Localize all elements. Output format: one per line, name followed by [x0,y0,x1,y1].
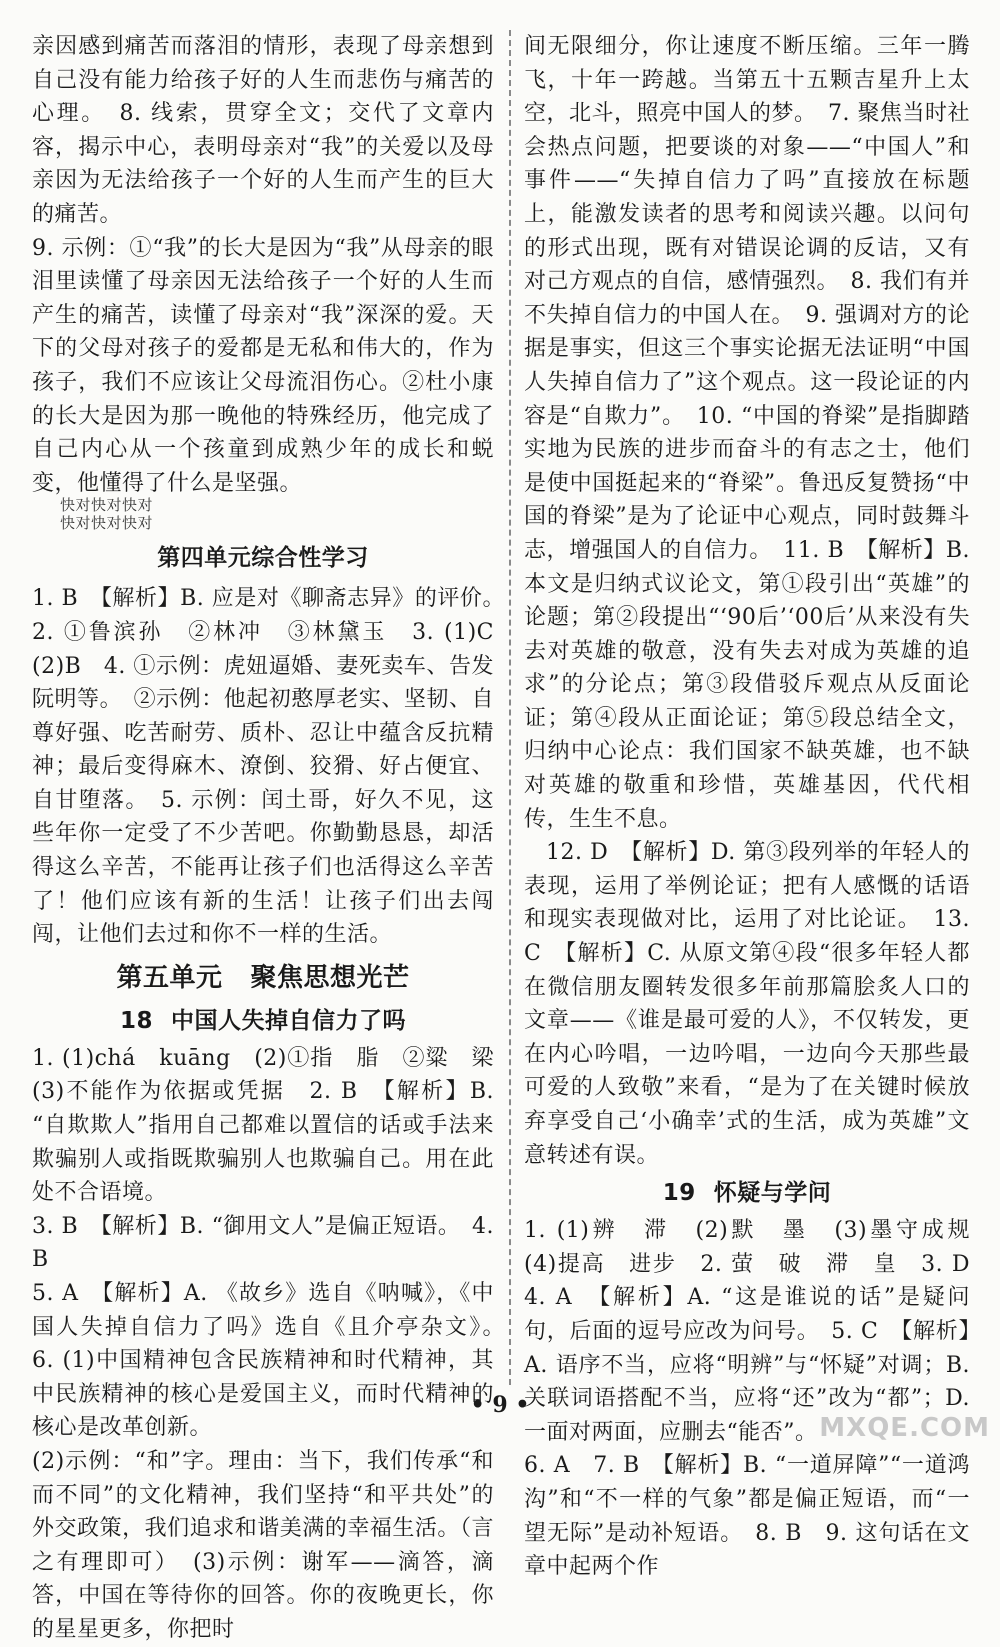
answer-paragraph: 亲因感到痛苦而落泪的情形，表现了母亲想到自己没有能力给孩子好的人生而悲伤与痛苦的心理。 8. 线索，贯穿全文；交代了文章内容，揭示中心，表明母亲对“我”的关爱以及母亲因为无法给孩子一个好的人生而产生的巨大的痛苦。 [32,34,494,227]
lesson-number: 18 [119,1007,153,1034]
lesson-heading-18 [32,1000,494,1042]
overlay-line: 快对快对快对 [60,496,154,515]
watermark-logo: MXQE.COM [819,1413,990,1443]
answer-paragraph: 1. (1)辨 滞 (2)默 墨 (3)墨守成规 (4)提高 进步 2. 萤 破 滞 皇 3. D 4. A 【解析】A. “这是谁说的话”是疑问句，后面的逗号应改为问号。 5. C 【解析】A. 语序不当，应将“明辨”与“怀疑”对调；B. 关联词语搭配不当，应将“还”改为“都”；D. 一面对两面，应删去“能否”。 [524,1218,993,1445]
overlay-line: 快对快对快对 [60,514,154,533]
answer-paragraph: 1. (1)chá kuāng (2)①指 脂 ②粱 梁 (3)不能作为依据或凭据 2. B 【解析】B. “自欺欺人”指用自己都难以置信的话或手法来欺骗别人或指既欺骗别人也欺骗自己。用在此处不合语境。 [32,1045,517,1206]
answer-paragraph: 间无限细分，你让速度不断压缩。三年一腾飞，十年一跨越。当第五十五颗吉星升上太空，北斗，照亮中国人的梦。 7. 聚焦当时社会热点问题，把要谈的对象——“中国人”和事件——“失掉自信力了吗”直接放在标题上，能激发读者的思考和阅读兴趣。以问句的形式出现，既有对错误论调的反诘，又有对己方观点的自信，感情强烈。 8. 我们有并不失掉自信力的中国人在。 9. 强调对方的论据是事实，但这三个事实论据无法证明“中国人失掉自信力了”这个观点。这一段论证的内容是“自欺力”。 10. “中国的脊梁”是指脚踏实地为民族的进步而奋斗的有志之士，他们是使中国挺起来的“脊梁”。鲁迅反复赞扬“中国的脊梁”是为了论证中心观点，同时鼓舞斗志，增强国人的自信力。 11. B 【解析】B. 本文是归纳式议论文，第①段引出“英雄”的论题；第②段提出“‘90后’‘00后’从来没有失去对英雄的敬意，没有失去对成为英雄的追求”的分论点；第③段借驳斥观点从反面论证；第④段从正面论证；第⑤段总结全文，归纳中心论点：我们国家不缺英雄，也不缺对英雄的敬重和珍惜，英雄基因，代代相传，生生不息。 [524,34,970,832]
unit-label: 第五单元 [116,962,223,993]
right-column [524,30,993,1584]
section-heading-unit4: 第四单元综合性学习 [157,545,369,572]
lesson-title: 怀疑与学问 [713,1180,832,1207]
overlay-stamp-text [60,496,494,532]
answer-paragraph: 1. B 【解析】B. 应是对《聊斋志异》的评价。 2. ①鲁滨孙 ②林冲 ③林黛玉 3. (1)C (2)B 4. ①示例：虎妞逼婚、妻死卖车、告发阮明等。 ②示例：他起初憨厚老实、坚韧、自尊好强、吃苦耐劳、质朴、忍让中蕴含反抗精神；最后变得麻木、潦倒、狡猾、好占便宜、自甘堕落。 5. 示例：闰土哥，好久不见，这些年你一定受了不少苦吧。你勤勤恳恳，却活得这么辛苦，不能再让孩子们也活得这么辛苦了！他们应该有新的生活！让孩子们出去闯闯，让他们去过和你不一样的生活。 [32,586,517,948]
lesson-number: 19 [662,1180,696,1207]
answer-paragraph: (2)示例：“和”字。理由：当下，我们传承“和而不同”的文化精神，我们坚持“和平共处”的外交政策，我们追求和谐美满的幸福生活。（言之有理即可） (3)示例：谢军——滴答，滴答，中国在等待你的回答。你的夜晚更长，你的星星更多，你把时 [32,1448,494,1642]
lesson-title: 中国人失掉自信力了吗 [171,1007,406,1034]
answer-paragraph: 3. B 【解析】B. “御用文人”是偏正短语。 4. B [32,1213,494,1273]
unit-heading [32,956,494,1000]
unit-theme: 聚焦思想光芒 [250,962,410,993]
answer-paragraph: 9. 示例：①“我”的长大是因为“我”从母亲的眼泪里读懂了母亲因无法给孩子一个好的人生而产生的痛苦，读懂了母亲对“我”深深的爱。天下的父母对孩子的爱都是无私和伟大的，作为孩子，我们不应该让父母流泪伤心。②杜小康的长大是因为那一晚他的特殊经历，他完成了自己内心从一个孩童到成熟少年的成长和蜕变，他懂得了什么是坚强。 [32,235,494,496]
answer-paragraph: 12. D 【解析】D. 第③段列举的年轻人的表现，运用了举例论证；把有人感慨的话语和现实表现做对比，运用了对比论证。 13. C 【解析】C. 从原文第④段“很多年轻人都在微信朋友圈转发很多年前那篇脍炙人口的文章——《谁是最可爱的人》，不仅转发，更在内心吟唱，一边吟唱，一边向今天那些最可爱的人致敬”来看，“是为了在关键时候放弃享受自己‘小确幸’式的生活，成为英雄”文意转述有误。 [524,840,970,1168]
answer-paragraph: 5. A 【解析】A. 《故乡》选自《呐喊》，《中国人失掉自信力了吗》选自《且介亭杂文》。 6. (1)中国精神包含民族精神和时代精神，其中民族精神的核心是爱国主义，而时代精神的核心是改革创新。 [32,1281,517,1441]
page-number: • 9 • [470,1392,530,1418]
answer-paragraph: 6. A 7. B 【解析】B. “一道屏障”“一道鸿沟”和“不一样的气象”都是偏正短语，而“一望无际”是动补短语。 8. B 9. 这句话在文章中起两个作 [524,1453,970,1580]
lesson-heading-19 [524,1172,970,1214]
column-divider [509,30,511,1385]
